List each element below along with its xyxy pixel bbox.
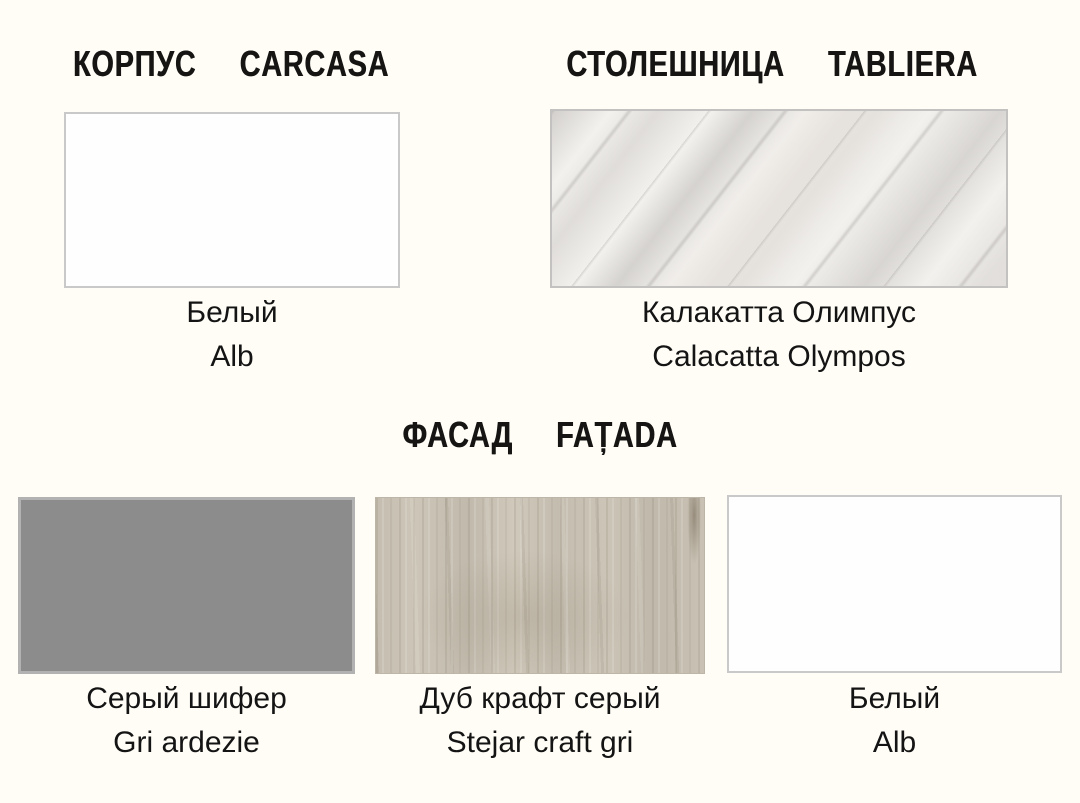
carcass-swatch-white: [64, 112, 400, 288]
carcass-caption: [64, 291, 400, 379]
facade-title-ro: FAȚADA: [556, 414, 678, 455]
countertop-swatch-calacatta-marble: [550, 109, 1008, 288]
countertop-title-ru: СТОЛЕШНИЦА: [566, 43, 785, 84]
carcass-title-ro: CARCASA: [239, 43, 390, 84]
facade-caption-white-ro: Alb: [872, 726, 917, 759]
facade-caption-craft-oak-gray-ru: Дуб крафт серый: [419, 682, 661, 715]
carcass-title-ru: КОРПУС: [72, 43, 197, 84]
facade-swatch-white: [727, 495, 1062, 673]
countertop-section-title: [566, 43, 977, 85]
facade-caption-gray-slate-ru: Серый шифер: [86, 682, 287, 715]
facade-caption-craft-oak-gray: [375, 677, 705, 765]
carcass-caption-ru: Белый: [186, 296, 278, 329]
facade-caption-gray-slate-ro: Gri ardezie: [113, 726, 260, 759]
carcass-section-title: [73, 43, 389, 85]
countertop-caption-ru: Калакатта Олимпус: [641, 296, 917, 329]
facade-caption-craft-oak-gray-ro: Stejar craft gri: [446, 726, 634, 759]
countertop-title-ro: TABLIERA: [827, 43, 978, 84]
facade-swatch-craft-oak-gray: [375, 497, 705, 674]
facade-title-ru: ФАСАД: [402, 414, 513, 455]
facade-swatch-gray-slate: [18, 497, 355, 674]
carcass-caption-ro: Alb: [210, 340, 254, 373]
countertop-caption: [550, 291, 1008, 379]
facade-caption-gray-slate: [18, 677, 355, 765]
facade-caption-white-ru: Белый: [848, 682, 941, 715]
facade-section-title: [402, 414, 677, 456]
countertop-caption-ro: Calacatta Olympos: [652, 340, 906, 373]
facade-caption-white: [727, 677, 1062, 765]
